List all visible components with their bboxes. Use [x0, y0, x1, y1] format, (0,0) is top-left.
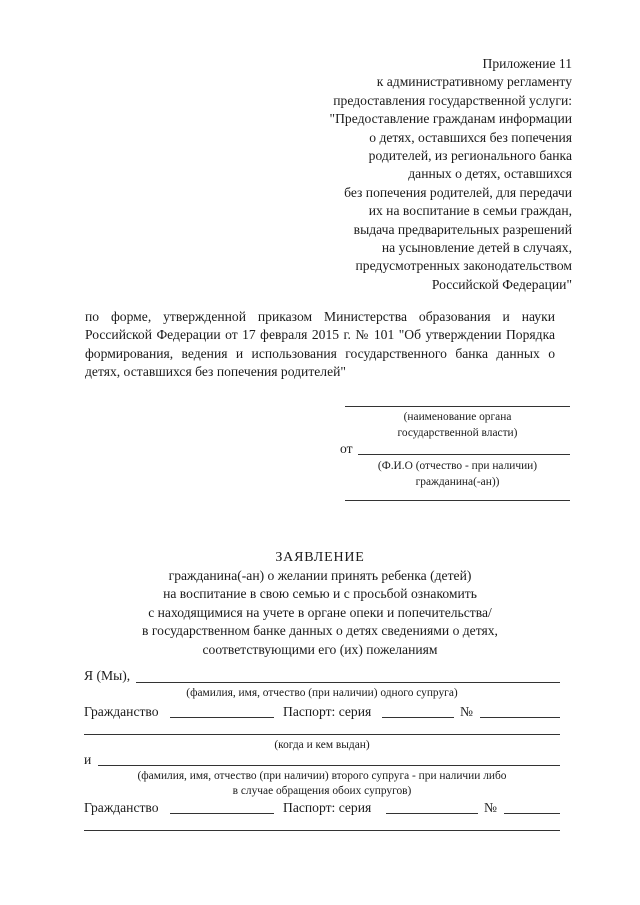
citizenship-field[interactable]: [170, 717, 274, 718]
statement-title-block: [60, 549, 580, 659]
appendix-line: без попечения родителей, для передачи: [344, 184, 572, 200]
statement-subtitle-line: с находящимися на учете в органе опеки и попечительства/: [148, 604, 492, 620]
passport-series-label-2: Паспорт: серия: [283, 800, 372, 815]
appendix-line: их на воспитание в семьи граждан,: [368, 203, 572, 219]
organ-name-line[interactable]: [345, 406, 570, 407]
passport-number-label: №: [460, 704, 473, 719]
statement-subtitle-line: в государственном банке данных о детях сведениями о детях,: [142, 623, 498, 639]
appendix-line: предоставления государственной услуги:: [333, 92, 572, 108]
spouse2-name-field[interactable]: [98, 765, 560, 766]
form-reference-paragraph: по форме, утвержденной приказом Министерства образования и науки Российской Федерации от 17 февраля 2015 г. № 101 "Об утверждении Порядка формирования, ведения и использования государственного банка данных о детях, оставшихся без попечения родителей": [85, 309, 555, 380]
appendix-line: родителей, из регионального банка: [368, 148, 572, 164]
appendix-line: предусмотренных законодательством: [355, 258, 572, 274]
passport-issued-field[interactable]: [84, 734, 560, 735]
organ-caption: государственной власти): [397, 427, 518, 439]
appendix-line: данных о детях, оставшихся: [408, 166, 572, 182]
fio-caption: (Ф.И.О (отчество - при наличии): [377, 460, 538, 472]
appendix-line: выдача предварительных разрешений: [353, 221, 572, 237]
citizenship-field-2[interactable]: [170, 813, 274, 814]
fio-caption: гражданина(-ан)): [415, 476, 500, 488]
appendix-line: "Предоставление гражданам информации: [329, 111, 572, 127]
appendix-line: Российской Федерации": [431, 276, 572, 292]
we-label: Я (Мы),: [84, 668, 131, 683]
passport-number-field[interactable]: [480, 717, 560, 718]
statement-subtitle-line: на воспитание в свою семью и с просьбой ознакомить: [163, 586, 477, 602]
statement-subtitle-line: соответствующими его (их) пожеланиям: [202, 641, 438, 657]
passport-number-field-2[interactable]: [504, 813, 560, 814]
passport-issued-field-2[interactable]: [84, 830, 560, 831]
from-label: от: [340, 441, 353, 456]
appendix-header: [272, 55, 572, 294]
spouse1-caption: (фамилия, имя, отчество (при наличии) одного супруга): [186, 687, 458, 699]
spouse1-name-field[interactable]: [136, 682, 560, 683]
spouse2-caption: в случае обращения обоих супругов): [232, 785, 412, 797]
citizenship-label: Гражданство: [84, 704, 159, 719]
spouse2-caption: (фамилия, имя, отчество (при наличии) второго супруга - при наличии либо: [137, 770, 507, 782]
fio-line[interactable]: [358, 454, 570, 455]
passport-number-label-2: №: [484, 800, 497, 815]
statement-heading: ЗАЯВЛЕНИЕ: [275, 550, 365, 565]
fio-line-2[interactable]: [345, 500, 570, 501]
statement-subtitle-line: гражданина(-ан) о желании принять ребенка (детей): [168, 568, 472, 583]
and-label: и: [84, 752, 92, 767]
passport-series-label: Паспорт: серия: [283, 704, 372, 719]
appendix-line: Приложение 11: [482, 56, 572, 71]
passport-series-field-2[interactable]: [386, 813, 478, 814]
appendix-line: о детях, оставшихся без попечения: [369, 129, 572, 145]
citizenship-label-2: Гражданство: [84, 800, 159, 815]
issued-caption: (когда и кем выдан): [274, 739, 370, 751]
passport-series-field[interactable]: [382, 717, 454, 718]
organ-caption: (наименование органа: [403, 411, 512, 423]
appendix-line: к административному регламенту: [376, 74, 572, 90]
appendix-line: на усыновление детей в случаях,: [381, 240, 572, 256]
